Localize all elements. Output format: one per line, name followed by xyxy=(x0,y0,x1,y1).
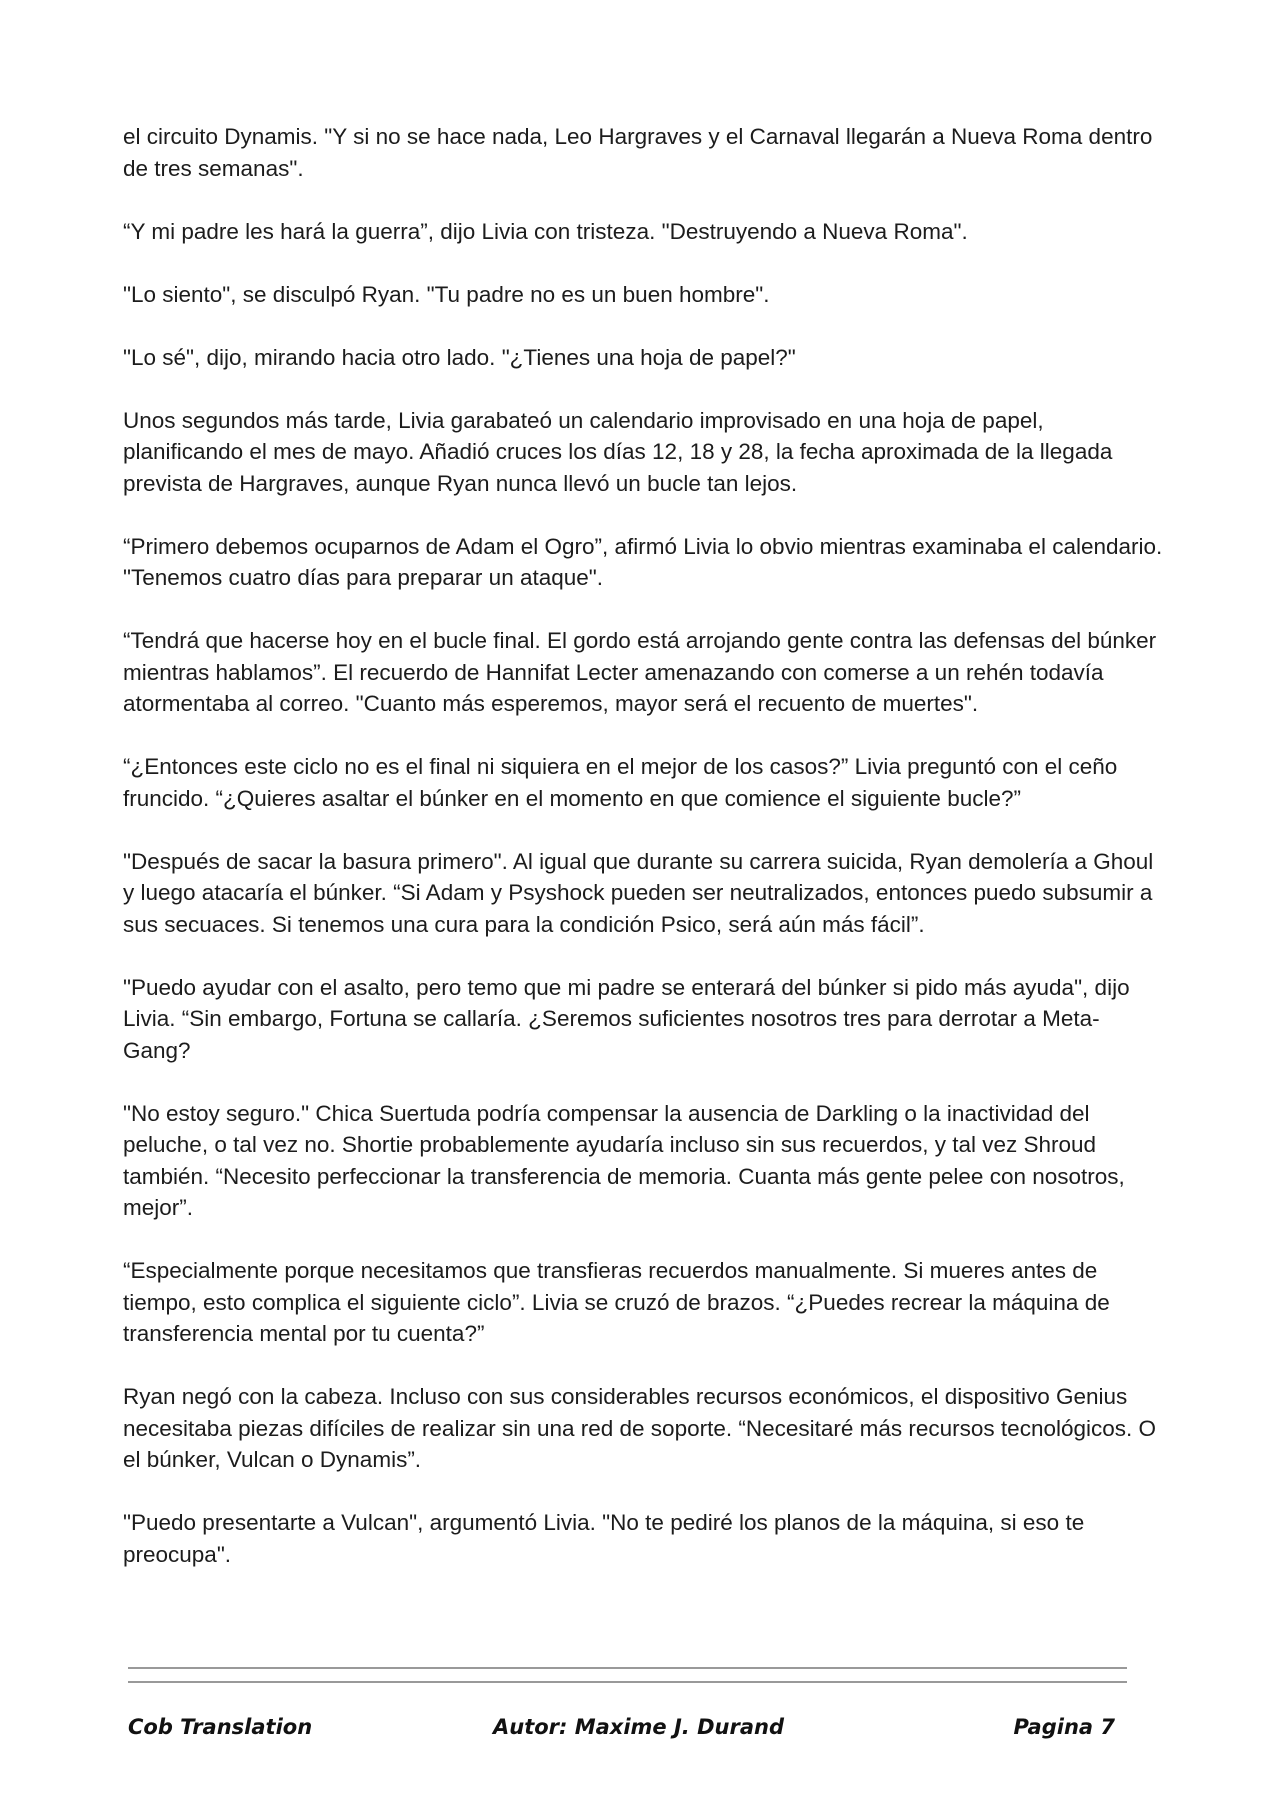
paragraph-3: "Lo siento", se disculpó Ryan. "Tu padre no es un buen hombre". xyxy=(123,281,770,307)
paragraph-12: “Especialmente porque necesitamos que transfieras recuerdos manualmente. Si mueres antes de tiempo, esto complica el siguiente ciclo”. Livia se cruzó de brazos. “¿Puedes recrear la máquina de transferencia mental por tu cuenta?” xyxy=(123,1258,1110,1346)
paragraph-11: "No estoy seguro." Chica Suertuda podría compensar la ausencia de Darkling o la inactividad del peluche, o tal vez no. Shortie probablemente ayudaría incluso sin sus recuerdos, y tal vez Shroud también. “Necesito perfeccionar la transferencia de memoria. Cuanta más gente pelee con nosotros, mejor”. xyxy=(123,1100,1125,1220)
paragraph-6: “Primero debemos ocuparnos de Adam el Ogro”, afirmó Livia lo obvio mientras examinaba el calendario. "Tenemos cuatro días para preparar un ataque". xyxy=(123,533,1163,590)
footer-page-number: Pagina 7 xyxy=(1013,1715,1115,1739)
paragraph-7: “Tendrá que hacerse hoy en el bucle final. El gordo está arrojando gente contra las defensas del búnker mientras hablamos”. El recuerdo de Hannifat Lecter amenazando con comerse a un rehén todavía atormentaba al correo. "Cuanto más esperemos, mayor será el recuento de muertes". xyxy=(123,628,1157,716)
paragraph-2: “Y mi padre les hará la guerra”, dijo Livia con tristeza. "Destruyendo a Nueva Roma". xyxy=(123,218,968,244)
paragraph-14: "Puedo presentarte a Vulcan", argumentó Livia. "No te pediré los planos de la máquina, si eso te preocupa". xyxy=(123,1510,1085,1567)
paragraph-9: "Después de sacar la basura primero". Al igual que durante su carrera suicida, Ryan demolería a Ghoul y luego atacaría el búnker. “Si Adam y Psyshock pueden ser neutralizados, entonces puedo subsumir a sus secuaces. Si tenemos una cura para la condición Psico, será aún más fácil”. xyxy=(123,848,1154,937)
paragraph-5: Unos segundos más tarde, Livia garabateó un calendario improvisado en una hoja de papel, planificando el mes de mayo. Añadió cruces los días 12, 18 y 28, la fecha aproximada de la llegada prevista de Hargraves, aunque Ryan nunca llevó un bucle tan lejos. xyxy=(123,407,1113,496)
footer-author: Autor: Maxime J. Durand xyxy=(493,1715,784,1739)
paragraph-13: Ryan negó con la cabeza. Incluso con sus considerables recursos económicos, el dispositivo Genius necesitaba piezas difíciles de realizar sin una red de soporte. “Necesitaré más recursos tecnológicos. O el búnker, Vulcan o Dynamis”. xyxy=(123,1384,1157,1472)
body-text xyxy=(123,121,1163,1602)
footer-divider-top xyxy=(128,1667,1127,1669)
footer-translator: Cob Translation xyxy=(128,1715,313,1739)
paragraph-1: el circuito Dynamis. "Y si no se hace nada, Leo Hargraves y el Carnaval llegarán a Nueva Roma dentro de tres semanas". xyxy=(123,124,1153,181)
paragraph-4: "Lo sé", dijo, mirando hacia otro lado. "¿Tienes una hoja de papel?" xyxy=(123,344,796,370)
paragraph-8: “¿Entonces este ciclo no es el final ni siquiera en el mejor de los casos?” Livia preguntó con el ceño fruncido. “¿Quieres asaltar el búnker en el momento en que comience el siguiente bucle?” xyxy=(123,754,1118,811)
paragraph-10: "Puedo ayudar con el asalto, pero temo que mi padre se enterará del búnker si pido más ayuda", dijo Livia. “Sin embargo, Fortuna se callaría. ¿Seremos suficientes nosotros tres para derrotar a Meta-Gang? xyxy=(123,974,1130,1063)
footer-divider-bottom xyxy=(128,1681,1127,1683)
page-footer xyxy=(128,1715,1127,1745)
